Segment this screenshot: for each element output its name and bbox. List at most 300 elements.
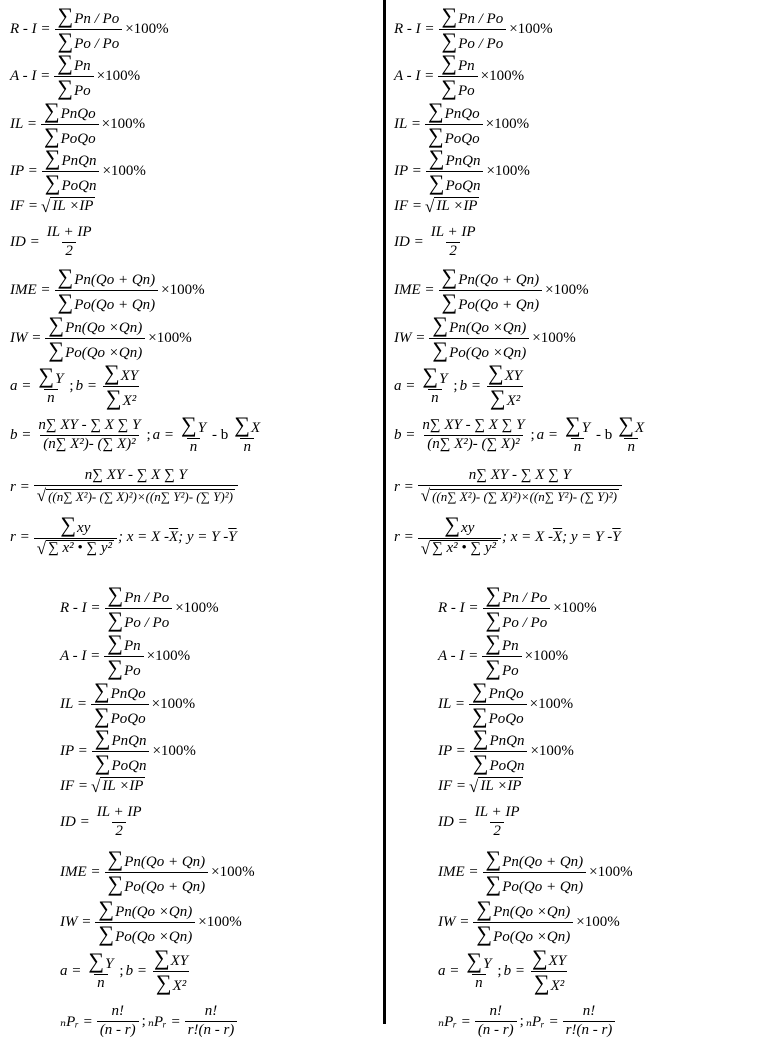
sigma-symbol: ∑ [427, 122, 444, 148]
fraction-b [101, 359, 141, 410]
formula-lhs: R - I = [394, 20, 435, 37]
formula-ri [10, 2, 169, 53]
sigma-symbol: ∑ [432, 336, 449, 362]
formula-iw [438, 895, 620, 946]
denominator-text: X² [122, 392, 137, 409]
denominator-text: (n∑ X²)- (∑ X)² [427, 435, 520, 452]
separator: ; [519, 1012, 524, 1029]
denominator-text: r!(n - r) [187, 1021, 235, 1038]
fraction-y-over-n [178, 411, 209, 456]
radical-symbol: √ [420, 486, 431, 505]
denominator-text: X² [550, 977, 565, 994]
times-100: ×100% [146, 647, 191, 664]
square-root [421, 487, 619, 504]
y-bar: $\overline{Y}$ [228, 528, 237, 545]
fraction [483, 581, 551, 632]
fraction-r-short [418, 512, 501, 559]
sigma-symbol: ∑ [48, 311, 65, 337]
formula-lhs: a = [152, 426, 175, 443]
fraction-numerator [438, 49, 477, 76]
radical-symbol: √ [36, 486, 47, 505]
y-bar: $\overline{Y}$ [612, 528, 621, 545]
formula-id [10, 218, 96, 266]
fraction-a [419, 362, 450, 407]
sigma-symbol: ∑ [432, 311, 449, 337]
radical-symbol: √ [41, 197, 51, 216]
sigma-symbol: ∑ [422, 362, 439, 388]
denominator-text: Po [501, 662, 519, 679]
fraction-numerator [463, 947, 494, 974]
denominator-text: PoQo [60, 130, 96, 147]
fraction-numerator [202, 1004, 221, 1021]
fraction [41, 97, 99, 148]
sigma-symbol: ∑ [103, 359, 120, 385]
fraction-numerator [615, 411, 647, 438]
sigma-symbol: ∑ [107, 629, 123, 655]
fraction-numerator [483, 845, 587, 872]
sigma-symbol: ∑ [107, 606, 124, 632]
sigma-symbol: ∑ [107, 845, 124, 871]
separator: ; [497, 962, 502, 979]
fraction-numerator [580, 1004, 599, 1021]
sigma-symbol: ∑ [93, 677, 110, 703]
numerator-text: X [250, 419, 261, 436]
fraction-numerator [42, 144, 100, 171]
numerator-text: Pn [501, 637, 519, 654]
fraction-numerator [105, 845, 209, 872]
denominator-text: Po / Po [74, 35, 120, 52]
fraction-denominator [470, 751, 528, 775]
formula-b-a [10, 410, 264, 460]
numerator-text: Y [197, 419, 207, 436]
sigma-symbol: ∑ [441, 49, 457, 75]
denominator-text: X² [506, 392, 521, 409]
sigma-symbol: ∑ [57, 27, 74, 53]
times-100: ×100% [198, 913, 242, 930]
fraction [54, 49, 93, 100]
fraction-r [34, 468, 238, 506]
column-divider [383, 0, 386, 1024]
sigma-symbol: ∑ [476, 895, 493, 921]
fraction-numerator [485, 359, 525, 386]
fraction-denominator [42, 171, 100, 195]
radicand: ∑ x² • ∑ y² [432, 540, 497, 557]
sigma-symbol: ∑ [107, 870, 124, 896]
sigma-symbol: ∑ [471, 677, 488, 703]
numerator-text: Y [105, 955, 114, 972]
formula-lhs: a = [536, 426, 559, 443]
fraction [426, 144, 484, 195]
formula-lhs: b = [503, 962, 525, 979]
denominator-text: n [243, 438, 251, 455]
formula-il [10, 97, 146, 148]
formula-lhs: b = [125, 962, 147, 979]
formula-r-pearson [10, 460, 239, 514]
fraction-permutation [475, 1004, 517, 1039]
fraction-numerator [231, 411, 263, 438]
numerator-text: Pn / Po [458, 10, 504, 27]
numerator-text: Pn(Qo ×Qn) [449, 319, 527, 336]
minus-b: - b [596, 426, 613, 443]
fraction-denominator [187, 438, 201, 456]
fraction-denominator [490, 822, 504, 840]
fraction-id [428, 225, 479, 260]
denominator-text: 2 [449, 242, 457, 259]
sigma-symbol: ∑ [234, 411, 250, 437]
times-100: ×100% [152, 742, 196, 759]
formula-lhs: ₙPᵣ = [60, 1013, 93, 1030]
numerator-text: Pn(Qo + Qn) [502, 853, 584, 870]
denominator-text: Po(Qo ×Qn) [65, 344, 143, 361]
fraction-numerator [104, 629, 143, 656]
formula-if [10, 194, 95, 218]
formula-ri [60, 581, 219, 632]
sigma-symbol: ∑ [57, 74, 73, 100]
fraction-denominator [104, 656, 143, 680]
formula-ab [10, 359, 142, 410]
sigma-symbol: ∑ [428, 169, 445, 195]
sigma-symbol: ∑ [487, 359, 504, 385]
fraction-numerator [439, 263, 543, 290]
sigma-symbol: ∑ [466, 947, 483, 973]
fraction-denominator [94, 974, 108, 992]
square-root [91, 777, 145, 795]
separator: ; [69, 377, 74, 394]
fraction [425, 97, 483, 148]
fraction-combination [185, 1004, 238, 1039]
radical-symbol: √ [91, 777, 101, 796]
fraction [42, 144, 100, 195]
numerator-text: Pn [123, 637, 141, 654]
fraction [482, 629, 521, 680]
times-100: ×100% [175, 599, 219, 616]
numerator-text: Pn / Po [502, 589, 548, 606]
sigma-symbol: ∑ [98, 895, 115, 921]
times-100: ×100% [589, 863, 633, 880]
fraction-denominator [425, 124, 483, 148]
fraction-denominator [428, 389, 442, 407]
denominator-text: 2 [115, 822, 123, 839]
fraction [104, 629, 143, 680]
fraction-numerator [45, 311, 145, 338]
fraction-b [151, 944, 191, 995]
radical-symbol: √ [36, 539, 47, 558]
denominator-text: n [97, 974, 105, 991]
formula-ai [60, 629, 191, 680]
numerator-text: XY [504, 367, 523, 384]
numerator-text: Pn [457, 57, 475, 74]
numerator-text: xy [461, 520, 475, 537]
fraction-b [529, 944, 569, 995]
fraction-numerator [151, 944, 191, 971]
radicand: IL ×IP [52, 198, 94, 214]
denominator-text: n [189, 438, 198, 455]
sigma-symbol: ∑ [181, 411, 197, 437]
denominator-text: Po(Qo + Qn) [74, 296, 156, 313]
radical-symbol: √ [420, 539, 431, 558]
sigma-symbol: ∑ [107, 654, 123, 680]
times-100: ×100% [102, 162, 146, 179]
fraction-denominator [563, 1021, 616, 1039]
formula-lhs: IF = [438, 777, 467, 794]
square-root [41, 197, 95, 215]
denominator-text: n [47, 389, 55, 406]
formula-lhs: IL = [60, 695, 87, 712]
denominator-text: Po(Qo ×Qn) [493, 928, 571, 945]
denominator-text: Po(Qo ×Qn) [449, 344, 527, 361]
radicand: IL ×IP [480, 778, 522, 794]
fraction-numerator [529, 944, 569, 971]
fraction-numerator [486, 1004, 505, 1021]
radical-symbol: √ [425, 197, 435, 216]
separator: ; [146, 426, 151, 443]
numerator-text: XY [170, 952, 189, 969]
fraction-denominator [438, 76, 477, 100]
formula-lhs: a = [60, 962, 82, 979]
fraction [92, 724, 150, 775]
square-root [469, 777, 523, 795]
formula-iw [60, 895, 242, 946]
separator: ; [119, 962, 124, 979]
fraction-denominator [54, 76, 93, 100]
formula-lhs: b = [75, 377, 97, 394]
denominator-text: Po [457, 82, 475, 99]
fraction-r-short [34, 512, 117, 559]
formula-lhs: IW = [60, 913, 92, 930]
sigma-symbol: ∑ [533, 969, 550, 995]
fraction-denominator [475, 1021, 517, 1039]
formula-lhs: IME = [10, 281, 51, 298]
numerator-text: PnQo [444, 105, 480, 122]
fraction-numerator [108, 1004, 127, 1021]
fraction-numerator [425, 97, 483, 124]
sigma-symbol: ∑ [428, 144, 445, 170]
formula-lhs: ₙPᵣ = [147, 1013, 181, 1030]
fraction-numerator [472, 805, 523, 822]
formula-lhs: IP = [10, 162, 38, 179]
sigma-symbol: ∑ [94, 724, 111, 750]
fraction-denominator [40, 435, 138, 453]
formula-if [60, 774, 145, 798]
sigma-symbol: ∑ [43, 97, 60, 123]
numerator-text: Pn / Po [74, 10, 120, 27]
formula-lhs: A - I = [10, 67, 51, 84]
square-root [37, 540, 114, 557]
tail-y: ; y = Y - [562, 528, 613, 545]
fraction-numerator [105, 581, 173, 608]
denominator-text: (n∑ X²)- (∑ X)² [43, 435, 136, 452]
fraction-denominator [418, 538, 501, 559]
fraction-denominator [105, 872, 209, 896]
fraction-combination [563, 1004, 616, 1039]
fraction-denominator [185, 1021, 238, 1039]
numerator-text: Pn(Qo + Qn) [458, 271, 540, 288]
sigma-symbol: ∑ [485, 845, 502, 871]
fraction-numerator [55, 263, 159, 290]
formula-lhs: IW = [394, 329, 426, 346]
square-root [425, 197, 479, 215]
formula-lhs: R - I = [438, 599, 479, 616]
tail-x: ; x = X - [118, 528, 169, 545]
square-root [421, 540, 498, 557]
fraction-numerator [562, 411, 593, 438]
fraction-r [418, 468, 622, 506]
numerator-text: Y [439, 370, 448, 387]
denominator-text: n [627, 438, 635, 455]
denominator-text: Po / Po [458, 35, 504, 52]
formula-lhs: A - I = [394, 67, 435, 84]
fraction-numerator [482, 629, 521, 656]
radicand: ((n∑ X²)- (∑ X)²)×((n∑ Y²)- (∑ Y)²) [48, 489, 233, 505]
fraction-numerator [441, 512, 477, 538]
numerator-text: n! [582, 1002, 596, 1019]
formula-id [394, 218, 480, 266]
formula-lhs: A - I = [438, 647, 479, 664]
fraction-numerator [54, 49, 93, 76]
fraction-denominator [418, 485, 622, 506]
formula-lhs: b = [10, 426, 32, 443]
fraction-numerator [419, 362, 450, 389]
tail-x: ; x = X - [502, 528, 553, 545]
fraction-denominator [571, 438, 585, 456]
formula-ip [438, 724, 574, 775]
formula-lhs: IF = [60, 777, 89, 794]
radicand: ((n∑ X²)- (∑ X)²)×((n∑ Y²)- (∑ Y)²) [432, 489, 617, 505]
fraction-denominator [240, 438, 254, 456]
times-100: ×100% [485, 115, 530, 132]
times-100: ×100% [529, 695, 574, 712]
numerator-text: Y [581, 419, 591, 436]
numerator-text: Pn(Qo + Qn) [124, 853, 206, 870]
formula-ai [438, 629, 569, 680]
fraction-id [44, 225, 95, 260]
fraction-denominator [103, 386, 139, 410]
fraction-denominator [105, 608, 173, 632]
fraction [483, 845, 587, 896]
fraction-numerator [428, 225, 479, 242]
sigma-symbol: ∑ [565, 411, 581, 437]
numerator-text: XY [548, 952, 567, 969]
times-100: ×100% [530, 742, 574, 759]
numerator-text: xy [77, 520, 91, 537]
sigma-symbol: ∑ [38, 362, 55, 388]
sigma-symbol: ∑ [441, 2, 458, 28]
numerator-text: Pn(Qo ×Qn) [115, 903, 193, 920]
times-100: ×100% [96, 67, 141, 84]
numerator-text: IL + IP [46, 223, 92, 240]
sigma-symbol: ∑ [155, 969, 172, 995]
formula-il [60, 677, 196, 728]
fraction-denominator [472, 974, 486, 992]
formula-lhs: IL = [438, 695, 465, 712]
fraction-x-over-n [615, 411, 647, 456]
sigma-symbol: ∑ [88, 947, 105, 973]
fraction-denominator [424, 435, 522, 453]
sigma-symbol: ∑ [485, 606, 502, 632]
times-100: ×100% [509, 20, 553, 37]
formula-lhs: IP = [60, 742, 88, 759]
fraction-numerator [91, 677, 149, 704]
times-100: ×100% [553, 599, 597, 616]
fraction-numerator [469, 677, 527, 704]
fraction [439, 2, 507, 53]
times-100: ×100% [161, 281, 205, 298]
fraction-denominator [55, 290, 159, 314]
sigma-symbol: ∑ [444, 512, 461, 538]
fraction-b [35, 418, 143, 453]
fraction-denominator [97, 1021, 139, 1039]
fraction-denominator [439, 290, 543, 314]
numerator-text: PnQn [111, 732, 147, 749]
times-100: ×100% [576, 913, 620, 930]
sigma-symbol: ∑ [472, 724, 489, 750]
formula-il [394, 97, 530, 148]
sigma-symbol: ∑ [531, 944, 548, 970]
formula-ime [394, 263, 589, 314]
formula-lhs: ID = [438, 813, 468, 830]
fraction-denominator [473, 922, 573, 946]
formula-lhs: a = [10, 377, 32, 394]
sigma-symbol: ∑ [57, 2, 74, 28]
formula-ime [438, 846, 633, 898]
numerator-text: IL + IP [430, 223, 476, 240]
formula-lhs: ₙPᵣ = [525, 1013, 559, 1030]
formula-id [60, 798, 146, 846]
fraction [470, 724, 528, 775]
x-bar: $\overline{X}$ [552, 528, 563, 545]
numerator-text: PnQo [488, 685, 524, 702]
fraction-numerator [178, 411, 209, 438]
fraction-numerator [95, 895, 195, 922]
denominator-text: Po(Qo + Qn) [458, 296, 540, 313]
times-100: ×100% [480, 67, 525, 84]
fraction [55, 263, 159, 314]
numerator-text: n! [204, 1002, 218, 1019]
denominator-text: Po / Po [124, 614, 170, 631]
formula-lhs: a = [438, 962, 460, 979]
sigma-symbol: ∑ [471, 702, 488, 728]
numerator-text: Pn / Po [124, 589, 170, 606]
sigma-symbol: ∑ [153, 944, 170, 970]
fraction-numerator [470, 724, 528, 751]
formula-ab [60, 946, 192, 996]
numerator-text: Pn(Qo ×Qn) [65, 319, 143, 336]
numerator-text: Y [483, 955, 492, 972]
fraction-denominator [531, 971, 567, 995]
denominator-text: r!(n - r) [565, 1021, 613, 1038]
formula-iw [10, 311, 192, 362]
formula-iw [394, 311, 576, 362]
fraction-denominator [153, 971, 189, 995]
formula-lhs: r = [10, 528, 30, 545]
times-100: ×100% [151, 695, 196, 712]
formula-lhs: IL = [394, 115, 421, 132]
formula-lhs: IF = [394, 197, 423, 214]
denominator-text: n [431, 389, 439, 406]
fraction-id [472, 805, 523, 840]
numerator-text: Y [55, 370, 64, 387]
fraction-numerator [419, 418, 527, 435]
radicand: IL ×IP [436, 198, 478, 214]
numerator-text: PnQn [445, 152, 481, 169]
sigma-symbol: ∑ [93, 702, 110, 728]
sigma-symbol: ∑ [427, 97, 444, 123]
numerator-text: X [634, 419, 645, 436]
separator: ; [453, 377, 458, 394]
fraction-denominator [426, 171, 484, 195]
formula-lhs: IW = [438, 913, 470, 930]
numerator-text: n∑ XY - ∑ X ∑ Y [38, 416, 141, 433]
